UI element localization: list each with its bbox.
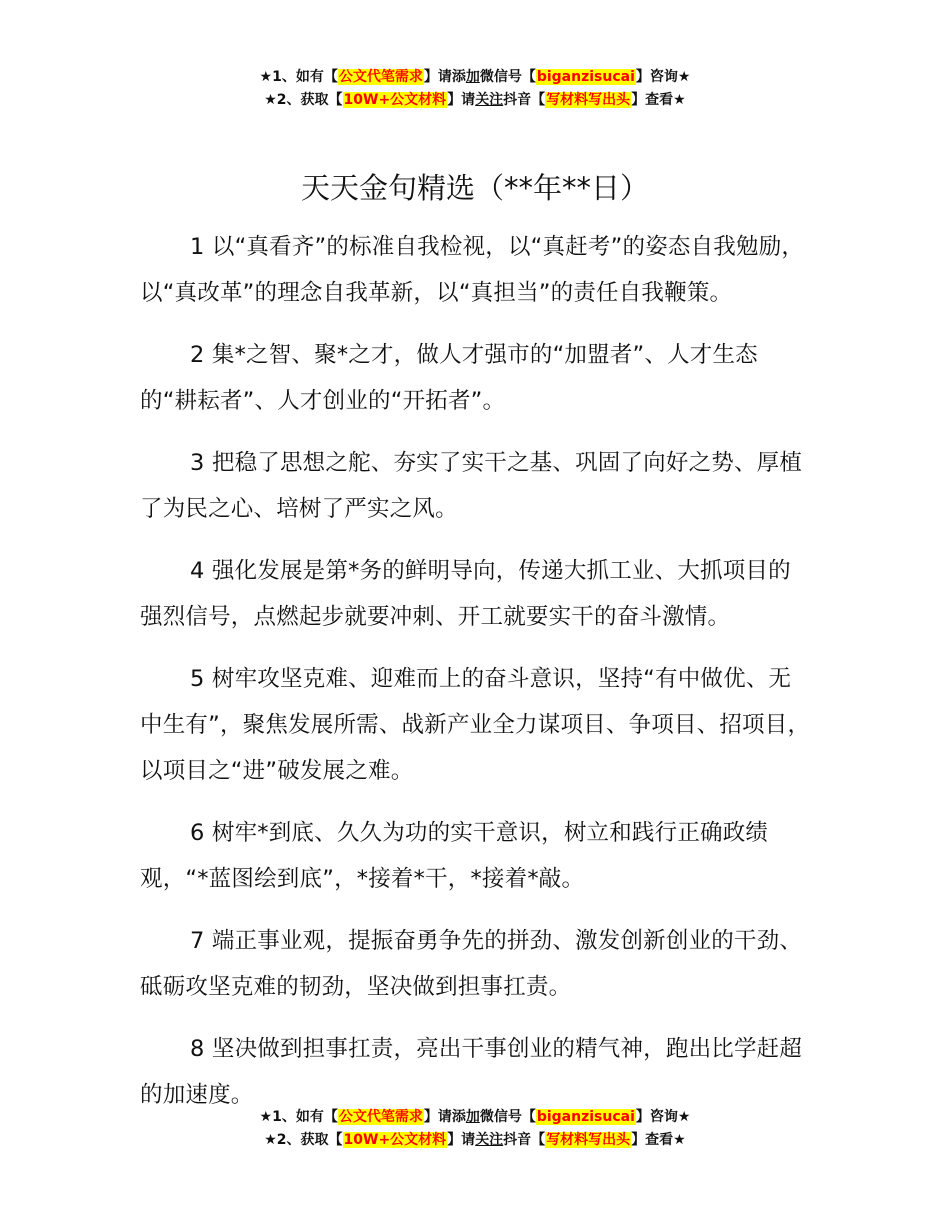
header-line-1-text-2: 微信号【	[479, 69, 536, 85]
header-line-2-text-2: 抖音【	[503, 92, 546, 108]
footer-banner	[0, 1106, 950, 1152]
document-body	[140, 224, 812, 1134]
header-highlight-service: 公文代笔需求	[338, 69, 423, 85]
header-line-1-underlined: 加	[465, 69, 480, 85]
header-highlight-wechat-id: biganzisucai	[536, 69, 635, 85]
footer-highlight-materials: 10W+公文材料	[343, 1132, 447, 1148]
footer-line-2-prefix: ★2、获取【	[264, 1132, 343, 1148]
header-line-1-text: 】请添	[423, 69, 466, 85]
footer-line-1-text: 】请添	[423, 1109, 466, 1125]
page-title: 天天金句精选（**年**日）	[300, 171, 649, 205]
quote-paragraph-8: 8 坚决做到担事扛责，亮出干事创业的精气神，跑出比学赶超的加速度。	[140, 1036, 803, 1108]
footer-highlight-service: 公文代笔需求	[338, 1109, 423, 1125]
footer-line-1-prefix: ★1、如有【	[259, 1109, 338, 1125]
header-banner	[0, 66, 950, 112]
header-line-2-text: 】请	[447, 92, 476, 108]
footer-highlight-wechat-id: biganzisucai	[536, 1109, 635, 1125]
header-line-2-suffix: 】查看★	[631, 92, 686, 108]
header-highlight-douyin: 写材料写出头	[546, 92, 631, 108]
footer-line-2-suffix: 】查看★	[631, 1132, 686, 1148]
footer-line-2	[0, 1129, 950, 1152]
footer-line-1-suffix: 】咨询★	[635, 1109, 691, 1125]
footer-line-1-text-2: 微信号【	[479, 1109, 536, 1125]
quote-paragraph-7: 7 端正事业观，提振奋勇争先的拼劲、激发创新创业的干劲、砥砺攻坚克难的韧劲，坚决做到担事扛责。	[140, 928, 803, 1000]
footer-line-1	[0, 1106, 950, 1129]
header-line-2-underlined: 关注	[475, 92, 504, 108]
footer-line-1-underlined: 加	[465, 1109, 480, 1125]
header-line-2-prefix: ★2、获取【	[264, 92, 343, 108]
header-line-1-suffix: 】咨询★	[635, 69, 691, 85]
header-line-1-prefix: ★1、如有【	[259, 69, 338, 85]
quote-paragraph-6: 6 树牢*到底、久久为功的实干意识，树立和践行正确政绩观，“*蓝图绘到底”，*接着*干，*接着*敲。	[140, 820, 769, 892]
footer-line-2-text-2: 抖音【	[503, 1132, 546, 1148]
quote-paragraph-4: 4 强化发展是第*务的鲜明导向，传递大抓工业、大抓项目的强烈信号，点燃起步就要冲刺、开工就要实干的奋斗激情。	[140, 558, 791, 630]
footer-line-2-underlined: 关注	[475, 1132, 504, 1148]
quote-paragraph-1: 1 以“真看齐”的标准自我检视，以“真赶考”的姿态自我勉励，以“真改革”的理念自我革新，以“真担当”的责任自我鞭策。	[140, 234, 805, 306]
quote-paragraph-2: 2 集*之智、聚*之才，做人才强市的“加盟者”、人才生态的“耕耘者”、人才创业的“开拓者”。	[140, 342, 758, 414]
header-line-1	[0, 66, 950, 89]
header-highlight-materials: 10W+公文材料	[343, 92, 447, 108]
footer-line-2-text: 】请	[447, 1132, 476, 1148]
quote-paragraph-3: 3 把稳了思想之舵、夯实了实干之基、巩固了向好之势、厚植了为民之心、培树了严实之风。	[140, 450, 803, 522]
quote-paragraph-5: 5 树牢攻坚克难、迎难而上的奋斗意识，坚持“有中做优、无中生有”，聚焦发展所需、战新产业全力谋项目、争项目、招项目，以项目之“进”破发展之难。	[140, 666, 811, 784]
header-line-2	[0, 89, 950, 112]
footer-highlight-douyin: 写材料写出头	[546, 1132, 631, 1148]
